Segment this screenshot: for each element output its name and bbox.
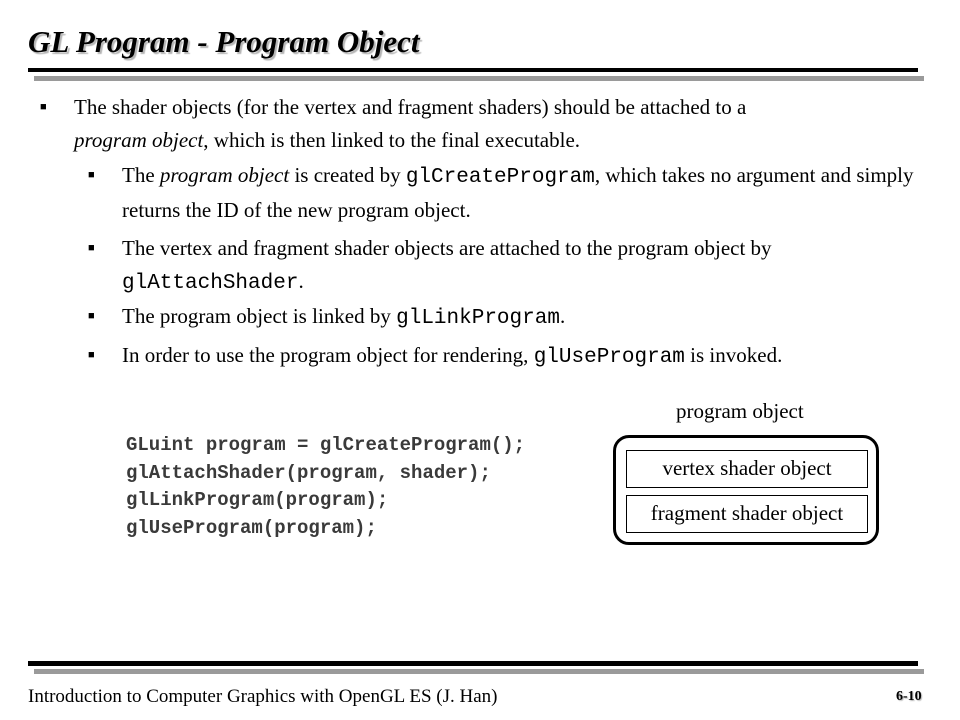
bullet-square-icon: ■ (88, 349, 95, 361)
title-divider (28, 68, 918, 72)
function-name: glCreateProgram (405, 166, 595, 189)
slide-title: GL Program - Program Object (28, 24, 420, 59)
bullet-text: , which takes no argument and simply returns the ID of the new program object. (122, 163, 914, 222)
code-listing (126, 432, 525, 542)
function-name: glAttachShader (122, 272, 299, 295)
footer-divider (28, 661, 918, 666)
function-name: glLinkProgram (396, 307, 560, 330)
bullet-text: In order to use the program object for rendering, (122, 343, 534, 367)
footer-text: Introduction to Computer Graphics with OpenGL ES (J. Han) (28, 686, 498, 707)
fragment-shader-object-box: fragment shader object (626, 495, 868, 533)
bullet-text: The shader objects (for the vertex and fragment shaders) should be attached to a (74, 95, 747, 119)
page-number: 6-10 (896, 689, 922, 704)
bullet-text: . (298, 269, 304, 293)
bullet-text: The program object is linked by (122, 304, 397, 328)
code-line: glAttachShader(program, shader); (126, 461, 491, 484)
bullet-square-icon: ■ (88, 242, 95, 254)
bullet-program-object-attach (40, 91, 940, 157)
bullet-text: The (122, 163, 160, 187)
bullet-square-icon: ■ (88, 310, 95, 322)
code-line: glLinkProgram(program); (126, 489, 389, 511)
function-name: glUseProgram (533, 346, 685, 369)
emphasis-text: program object (159, 163, 290, 187)
sub-bullet-attach-shader (88, 232, 950, 300)
bullet-square-icon: ■ (40, 101, 47, 113)
code-line: GLuint program = glCreateProgram(); (126, 434, 526, 456)
sub-bullet-create-program (88, 159, 950, 227)
bullet-text: is invoked. (684, 343, 783, 367)
sub-bullet-use-program (88, 339, 950, 374)
vertex-shader-object-box: vertex shader object (626, 450, 868, 488)
sub-bullet-link-program (88, 300, 950, 335)
bullet-text: , which is then linked to the final executable. (203, 128, 581, 152)
diagram-label: program object (676, 399, 804, 423)
footer-divider-shadow (34, 669, 924, 674)
title-divider-shadow (34, 76, 924, 81)
bullet-square-icon: ■ (88, 169, 95, 181)
emphasis-text: program object (74, 128, 204, 152)
code-line: glUseProgram(program); (126, 516, 377, 539)
bullet-text: . (559, 304, 566, 328)
bullet-text: is created by (289, 163, 406, 187)
bullet-text: The vertex and fragment shader objects are attached to the program object by (122, 236, 772, 260)
